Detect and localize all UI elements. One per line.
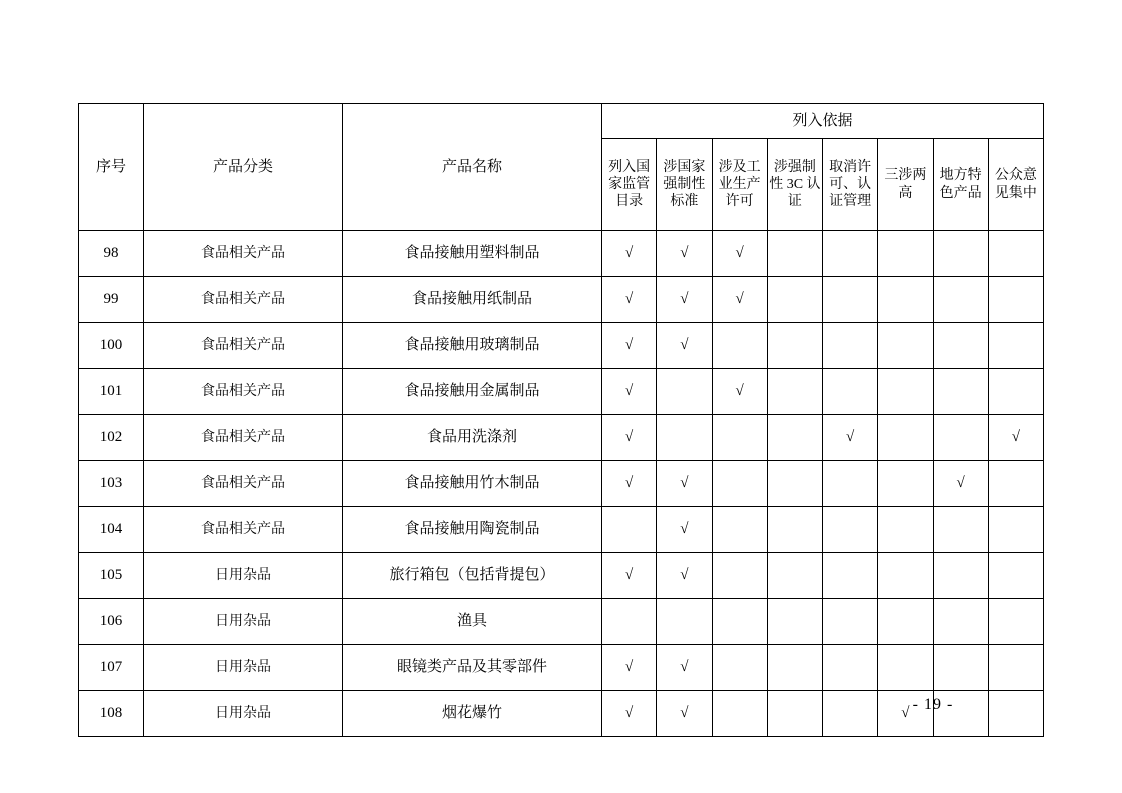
cell-basis-mark bbox=[823, 323, 878, 369]
cell-basis-mark bbox=[767, 231, 822, 277]
page-footer bbox=[0, 696, 1122, 714]
cell-seq: 106 bbox=[79, 599, 144, 645]
cell-basis-mark: √ bbox=[878, 691, 933, 737]
cell-basis-mark bbox=[933, 553, 988, 599]
cell-basis-mark: √ bbox=[657, 323, 712, 369]
cell-product-name: 食品接触用纸制品 bbox=[343, 277, 602, 323]
cell-basis-mark bbox=[767, 599, 822, 645]
header-sub-3c-certification: 涉强制性 3C 认证 bbox=[767, 139, 822, 231]
cell-basis-mark bbox=[823, 369, 878, 415]
table-row bbox=[79, 599, 1044, 645]
table-row bbox=[79, 231, 1044, 277]
cell-basis-mark bbox=[933, 415, 988, 461]
cell-basis-mark: √ bbox=[933, 461, 988, 507]
header-seq: 序号 bbox=[79, 104, 144, 231]
cell-basis-mark bbox=[767, 553, 822, 599]
cell-basis-mark bbox=[933, 599, 988, 645]
cell-product-name: 渔具 bbox=[343, 599, 602, 645]
cell-basis-mark bbox=[933, 507, 988, 553]
header-sub-cancelled-license: 取消许可、认证管理 bbox=[823, 139, 878, 231]
cell-basis-mark: √ bbox=[712, 277, 767, 323]
table-row bbox=[79, 507, 1044, 553]
cell-basis-mark bbox=[602, 599, 657, 645]
cell-basis-mark bbox=[823, 277, 878, 323]
cell-seq: 98 bbox=[79, 231, 144, 277]
product-catalog-table-container bbox=[78, 103, 1044, 737]
cell-product-name: 烟花爆竹 bbox=[343, 691, 602, 737]
cell-basis-mark bbox=[767, 645, 822, 691]
cell-category: 食品相关产品 bbox=[144, 507, 343, 553]
table-row bbox=[79, 645, 1044, 691]
cell-basis-mark bbox=[988, 645, 1043, 691]
cell-basis-mark: √ bbox=[657, 231, 712, 277]
cell-category: 日用杂品 bbox=[144, 553, 343, 599]
cell-basis-mark bbox=[988, 231, 1043, 277]
cell-category: 日用杂品 bbox=[144, 691, 343, 737]
cell-basis-mark bbox=[878, 645, 933, 691]
cell-basis-mark bbox=[712, 553, 767, 599]
cell-basis-mark bbox=[988, 461, 1043, 507]
cell-category: 食品相关产品 bbox=[144, 277, 343, 323]
header-basis-group: 列入依据 bbox=[602, 104, 1044, 139]
cell-basis-mark: √ bbox=[657, 277, 712, 323]
cell-basis-mark bbox=[988, 507, 1043, 553]
cell-basis-mark: √ bbox=[602, 369, 657, 415]
cell-basis-mark bbox=[878, 461, 933, 507]
cell-product-name: 旅行箱包（包括背提包） bbox=[343, 553, 602, 599]
cell-category: 食品相关产品 bbox=[144, 323, 343, 369]
cell-seq: 101 bbox=[79, 369, 144, 415]
cell-seq: 107 bbox=[79, 645, 144, 691]
table-header-row-1 bbox=[79, 104, 1044, 139]
cell-basis-mark bbox=[823, 553, 878, 599]
header-sub-public-opinion: 公众意见集中 bbox=[988, 139, 1043, 231]
table-row bbox=[79, 369, 1044, 415]
cell-basis-mark: √ bbox=[712, 231, 767, 277]
cell-basis-mark bbox=[878, 415, 933, 461]
cell-basis-mark bbox=[933, 323, 988, 369]
cell-basis-mark bbox=[712, 599, 767, 645]
cell-basis-mark bbox=[657, 415, 712, 461]
cell-basis-mark: √ bbox=[602, 691, 657, 737]
cell-basis-mark bbox=[878, 323, 933, 369]
table-row bbox=[79, 553, 1044, 599]
cell-basis-mark bbox=[988, 553, 1043, 599]
cell-product-name: 食品接触用玻璃制品 bbox=[343, 323, 602, 369]
cell-basis-mark bbox=[988, 323, 1043, 369]
cell-category: 食品相关产品 bbox=[144, 461, 343, 507]
cell-basis-mark bbox=[878, 231, 933, 277]
cell-category: 日用杂品 bbox=[144, 645, 343, 691]
cell-basis-mark: √ bbox=[657, 645, 712, 691]
table-row bbox=[79, 461, 1044, 507]
cell-basis-mark bbox=[823, 507, 878, 553]
header-sub-industrial-license: 涉及工业生产许可 bbox=[712, 139, 767, 231]
cell-product-name: 食品接触用竹木制品 bbox=[343, 461, 602, 507]
cell-basis-mark bbox=[933, 277, 988, 323]
product-catalog-table bbox=[78, 103, 1044, 737]
cell-basis-mark: √ bbox=[823, 415, 878, 461]
cell-basis-mark bbox=[657, 369, 712, 415]
cell-basis-mark bbox=[767, 277, 822, 323]
cell-basis-mark bbox=[878, 507, 933, 553]
cell-basis-mark bbox=[712, 323, 767, 369]
cell-basis-mark bbox=[712, 461, 767, 507]
cell-category: 日用杂品 bbox=[144, 599, 343, 645]
cell-basis-mark bbox=[823, 231, 878, 277]
cell-basis-mark bbox=[988, 599, 1043, 645]
cell-seq: 108 bbox=[79, 691, 144, 737]
cell-basis-mark bbox=[712, 645, 767, 691]
cell-seq: 102 bbox=[79, 415, 144, 461]
cell-basis-mark bbox=[823, 645, 878, 691]
cell-product-name: 食品用洗涤剂 bbox=[343, 415, 602, 461]
cell-basis-mark bbox=[933, 645, 988, 691]
cell-basis-mark bbox=[767, 323, 822, 369]
cell-basis-mark bbox=[767, 507, 822, 553]
cell-basis-mark bbox=[933, 231, 988, 277]
cell-basis-mark: √ bbox=[988, 415, 1043, 461]
cell-seq: 104 bbox=[79, 507, 144, 553]
cell-basis-mark: √ bbox=[657, 507, 712, 553]
header-product-name: 产品名称 bbox=[343, 104, 602, 231]
cell-product-name: 食品接触用陶瓷制品 bbox=[343, 507, 602, 553]
cell-seq: 99 bbox=[79, 277, 144, 323]
page-number: - 19 - bbox=[912, 696, 954, 713]
cell-basis-mark: √ bbox=[602, 231, 657, 277]
cell-basis-mark: √ bbox=[602, 277, 657, 323]
cell-basis-mark bbox=[767, 369, 822, 415]
cell-basis-mark bbox=[823, 461, 878, 507]
cell-basis-mark bbox=[823, 599, 878, 645]
cell-basis-mark bbox=[878, 553, 933, 599]
cell-category: 食品相关产品 bbox=[144, 415, 343, 461]
cell-basis-mark: √ bbox=[602, 553, 657, 599]
cell-basis-mark: √ bbox=[602, 323, 657, 369]
cell-basis-mark bbox=[767, 415, 822, 461]
table-body bbox=[79, 231, 1044, 737]
cell-basis-mark bbox=[602, 507, 657, 553]
cell-basis-mark: √ bbox=[712, 369, 767, 415]
cell-basis-mark bbox=[933, 369, 988, 415]
header-sub-national-catalog: 列入国家监管目录 bbox=[602, 139, 657, 231]
cell-basis-mark: √ bbox=[657, 691, 712, 737]
cell-seq: 103 bbox=[79, 461, 144, 507]
cell-basis-mark bbox=[712, 507, 767, 553]
header-category: 产品分类 bbox=[144, 104, 343, 231]
table-row bbox=[79, 277, 1044, 323]
header-sub-mandatory-standard: 涉国家强制性标准 bbox=[657, 139, 712, 231]
cell-basis-mark bbox=[712, 415, 767, 461]
cell-basis-mark bbox=[657, 599, 712, 645]
cell-product-name: 眼镜类产品及其零部件 bbox=[343, 645, 602, 691]
table-row bbox=[79, 415, 1044, 461]
cell-basis-mark bbox=[878, 369, 933, 415]
cell-basis-mark bbox=[878, 277, 933, 323]
table-row bbox=[79, 323, 1044, 369]
cell-basis-mark: √ bbox=[602, 415, 657, 461]
cell-basis-mark bbox=[767, 461, 822, 507]
cell-basis-mark: √ bbox=[602, 645, 657, 691]
cell-basis-mark bbox=[878, 599, 933, 645]
cell-category: 食品相关产品 bbox=[144, 369, 343, 415]
cell-basis-mark bbox=[988, 277, 1043, 323]
cell-basis-mark: √ bbox=[657, 461, 712, 507]
cell-basis-mark bbox=[988, 369, 1043, 415]
cell-product-name: 食品接触用金属制品 bbox=[343, 369, 602, 415]
cell-seq: 100 bbox=[79, 323, 144, 369]
cell-basis-mark: √ bbox=[657, 553, 712, 599]
table-header bbox=[79, 104, 1044, 231]
header-sub-three-involve-two-high: 三涉两高 bbox=[878, 139, 933, 231]
cell-category: 食品相关产品 bbox=[144, 231, 343, 277]
cell-product-name: 食品接触用塑料制品 bbox=[343, 231, 602, 277]
header-sub-local-specialty: 地方特色产品 bbox=[933, 139, 988, 231]
cell-basis-mark: √ bbox=[602, 461, 657, 507]
cell-seq: 105 bbox=[79, 553, 144, 599]
